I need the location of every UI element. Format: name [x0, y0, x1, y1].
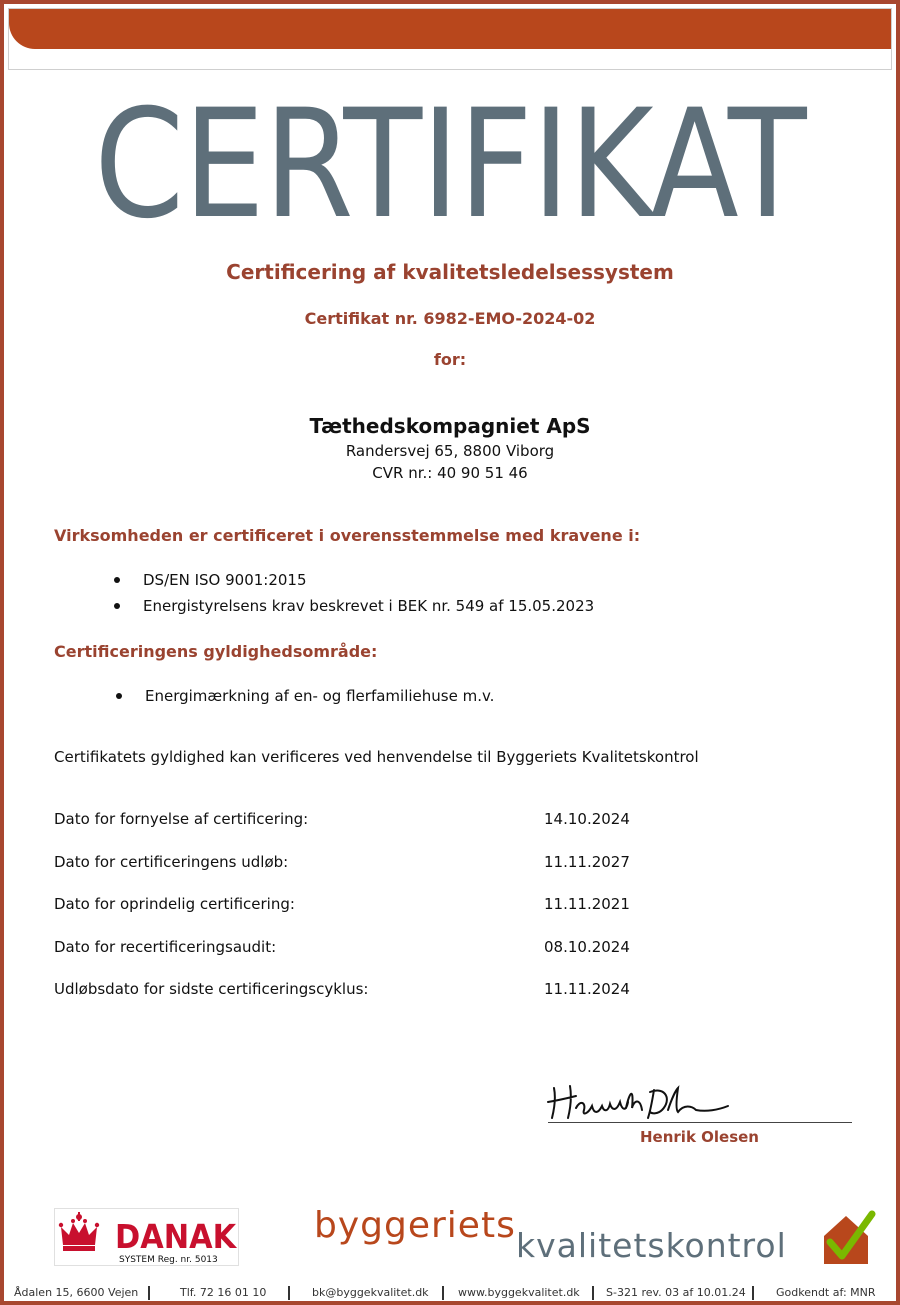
certificate-number: Certifikat nr. 6982-EMO-2024-02 — [304, 309, 596, 328]
signature-line — [548, 1122, 852, 1123]
list-item: DS/EN ISO 9001:2015 — [110, 568, 594, 594]
scope-heading: Certificeringens gyldighedsområde: — [54, 642, 378, 661]
date-row — [54, 895, 674, 938]
list-item: Energistyrelsens krav beskrevet i BEK nr. 549 af 15.05.2023 — [110, 594, 594, 620]
date-row — [54, 938, 674, 981]
date-value: 11.11.2021 — [544, 895, 630, 913]
top-banner — [8, 8, 892, 70]
footer-address: Ådalen 15, 6600 Vejen — [14, 1286, 139, 1299]
for-label: for: — [433, 350, 467, 369]
byggeriets-kvalitetskontrol-logo — [314, 1206, 874, 1268]
certificate-subtitle: Certificering af kvalitetsledelsessystem — [226, 260, 674, 284]
house-check-icon — [820, 1208, 876, 1266]
list-item: Energimærkning af en- og flerfamiliehuse m.v. — [110, 684, 494, 710]
danak-wordmark: DANAK — [115, 1217, 237, 1256]
date-row — [54, 853, 674, 896]
footer-separator — [752, 1286, 754, 1300]
date-value: 11.11.2024 — [544, 980, 630, 998]
scope-list — [110, 684, 494, 710]
footer-website[interactable]: www.byggekvalitet.dk — [458, 1286, 580, 1299]
footer-approved: Godkendt af: MNR — [776, 1286, 876, 1299]
date-value: 11.11.2027 — [544, 852, 630, 871]
footer-separator — [442, 1286, 444, 1300]
date-label: Dato for certificeringens udløb: — [54, 852, 289, 871]
logo-word-kvalitetskontrol: kvalitetskontrol — [516, 1226, 787, 1265]
crown-icon — [57, 1211, 101, 1255]
footer — [14, 1286, 886, 1302]
date-value: 14.10.2024 — [544, 810, 630, 828]
certificate-title: CERTIFIKAT — [94, 78, 806, 252]
date-label: Dato for fornyelse af certificering: — [54, 810, 309, 828]
company-address: Randersvej 65, 8800 Viborg — [345, 442, 555, 460]
date-label: Dato for oprindelig certificering: — [54, 895, 295, 913]
requirements-list — [110, 568, 594, 620]
requirements-heading: Virksomheden er certificeret i overensstemmelse med kravene i: — [54, 526, 641, 545]
verification-text: Certifikatets gyldighed kan verificeres ved henvendelse til Byggeriets Kvalitetskontrol — [54, 748, 699, 766]
danak-registration: SYSTEM Reg. nr. 5013 — [119, 1255, 218, 1265]
date-row — [54, 980, 674, 1023]
footer-email[interactable]: bk@byggekvalitet.dk — [312, 1286, 429, 1299]
signatory-name: Henrik Olesen — [640, 1128, 759, 1146]
date-value: 08.10.2024 — [544, 937, 630, 956]
footer-revision: S-321 rev. 03 af 10.01.24 — [606, 1286, 746, 1299]
footer-separator — [592, 1286, 594, 1300]
footer-separator — [288, 1286, 290, 1300]
logo-word-byggeriets: byggeriets — [314, 1205, 516, 1246]
company-name: Tæthedskompagniet ApS — [309, 414, 591, 438]
footer-separator — [148, 1286, 150, 1300]
signature — [546, 1080, 736, 1122]
company-cvr: CVR nr.: 40 90 51 46 — [372, 464, 528, 482]
date-label: Dato for recertificeringsaudit: — [54, 937, 277, 956]
dates-table — [54, 810, 674, 1023]
footer-phone: Tlf. 72 16 01 10 — [180, 1286, 267, 1299]
date-label: Udløbsdato for sidste certificeringscyklus: — [54, 980, 369, 998]
date-row — [54, 810, 674, 853]
top-banner-fill — [9, 9, 891, 49]
danak-logo — [54, 1208, 239, 1266]
